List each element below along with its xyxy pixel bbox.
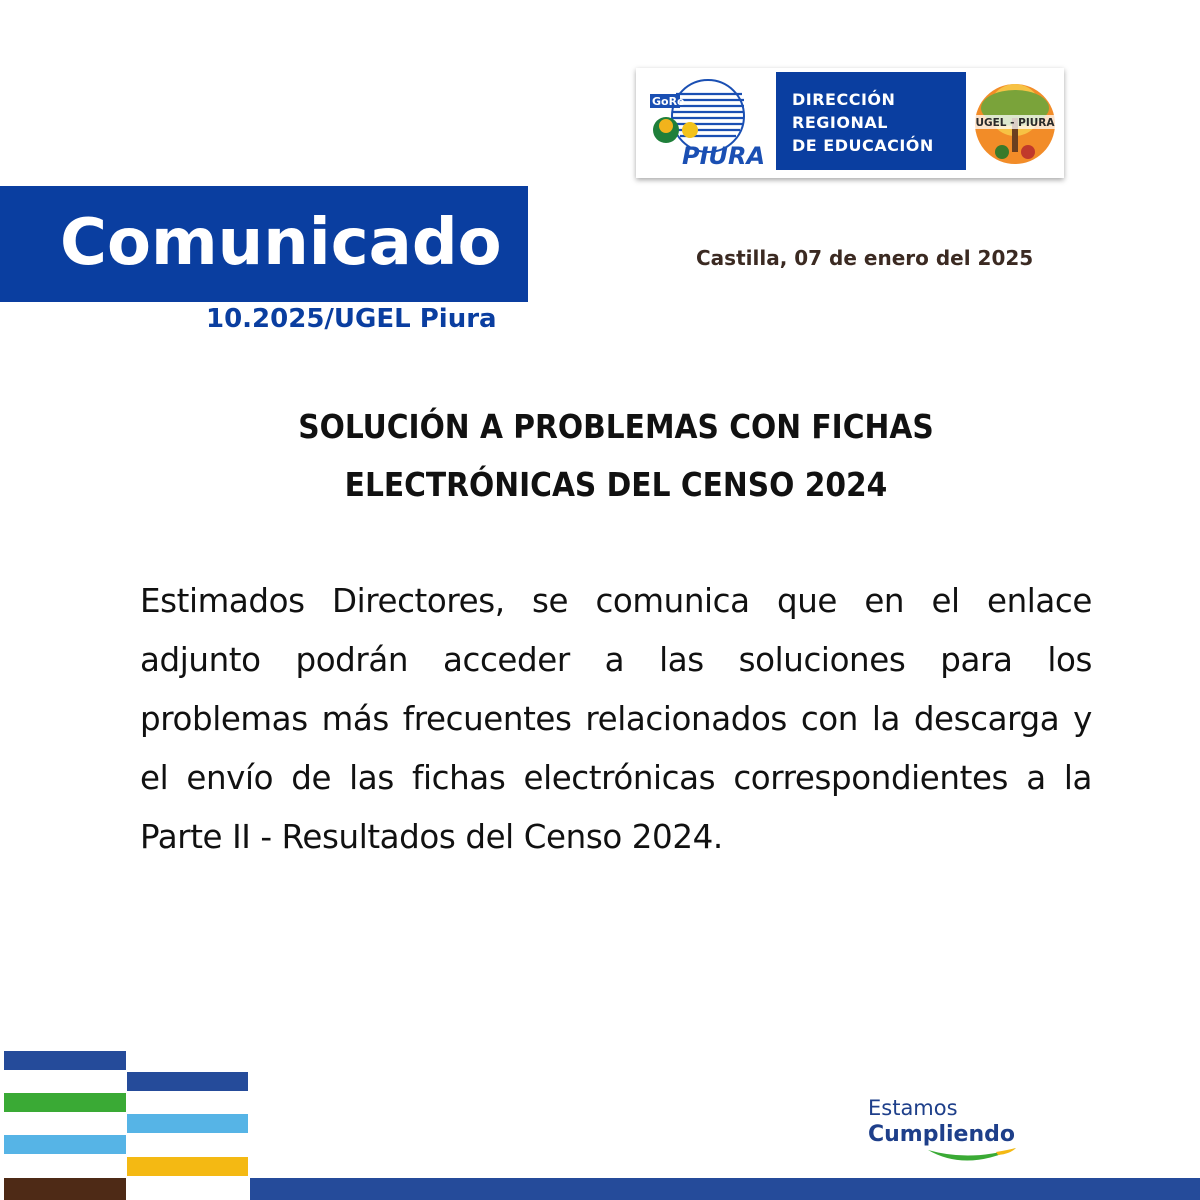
gore-text: GoRe xyxy=(652,95,685,108)
estamos-cumpliendo-logo xyxy=(868,1096,1028,1172)
headline-line: SOLUCIÓN A PROBLEMAS CON FICHAS xyxy=(298,407,934,446)
document-number: 10.2025/UGEL Piura xyxy=(206,304,497,334)
slogan-line1: Estamos xyxy=(868,1096,958,1120)
banner-title: Comunicado xyxy=(60,206,502,280)
gore-piura-logo xyxy=(646,76,774,170)
dre-logo xyxy=(776,72,966,170)
headline xyxy=(150,398,1082,514)
decorative-bar-navy xyxy=(127,1072,248,1091)
body-paragraph: Estimados Directores, se comunica que en el enlace adjunto podrán acceder a las soluciones para los problemas más frecuentes relacionados con la descarga y el envío de las fichas electrónicas correspondientes a la Parte II - Resultados del Censo 2024. xyxy=(140,582,1092,856)
decorative-bar-lightblue xyxy=(127,1114,248,1133)
dre-line: DE EDUCACIÓN xyxy=(792,136,934,155)
slogan-line2: Cumpliendo xyxy=(868,1122,1016,1147)
decorative-bar-navy xyxy=(4,1051,126,1070)
dre-line: DIRECCIÓN xyxy=(792,90,896,109)
institution-logos xyxy=(636,68,1064,178)
swoosh-icon xyxy=(926,1146,1018,1168)
decorative-bar-yellow xyxy=(127,1157,248,1176)
comunicado-banner xyxy=(0,186,528,302)
ugel-text: UGEL - PIURA xyxy=(975,117,1055,129)
footer-line xyxy=(250,1178,1200,1200)
piura-text: PIURA xyxy=(682,142,766,170)
dre-line: REGIONAL xyxy=(792,113,888,132)
ugel-piura-logo xyxy=(970,74,1060,172)
decorative-bar-brown xyxy=(4,1178,126,1200)
decorative-bar-lightblue xyxy=(4,1135,126,1154)
headline-line: ELECTRÓNICAS DEL CENSO 2024 xyxy=(344,465,888,504)
decorative-bar-green xyxy=(4,1093,126,1112)
document-date: Castilla, 07 de enero del 2025 xyxy=(696,246,1034,270)
